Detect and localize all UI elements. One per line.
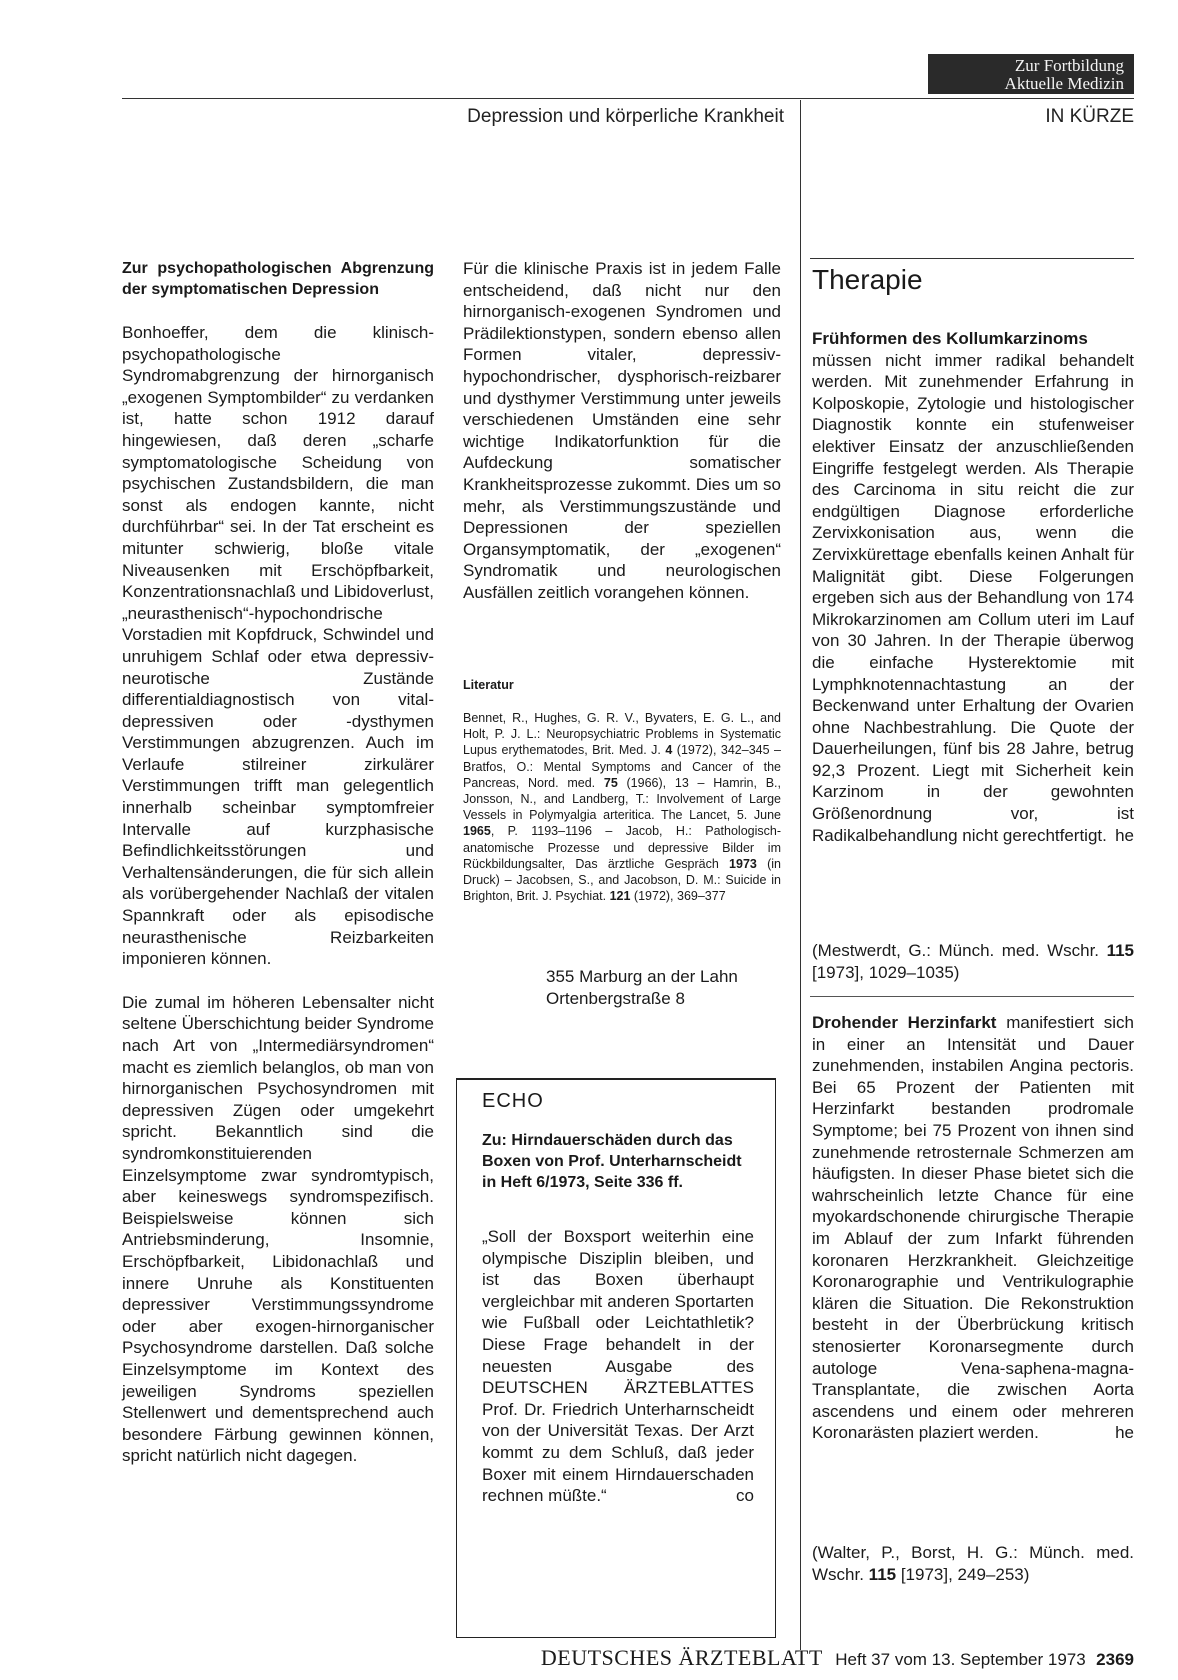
literature-segment: Bennet, R., Hughes, G. R. V., Byvaters, E. G. L., and Holt, P. J. L.: Neuropsychiatric Problems in Systematic Lupus erythematodes, Brit. Med. J. <box>463 711 781 758</box>
article-paragraph-3: Für die klinische Praxis ist in jedem Falle entscheidend, daß nicht nur den hirnorganisch-exogenen Syndromen und Prädilektionstypen, sondern ebenso allen Formen vitaler, depressiv-hypochondrischer, dysphorisch-reizbarer und dysthymer Verstimmung unter jeweils verschiedenen Umständen eine sehr wichtige Indikatorfunktion für die Aufdeckung somatischer Krankheitsprozesse zukommt. Dies um so mehr, als Verstimmungszustände und Depressionen der speziellen Organsymptomatik, der „exogenen“ Syndromatik und neurologischen Ausfällen zeitlich vorangehen können. <box>463 259 781 602</box>
therapie-item-1-body: müssen nicht immer radikal behandelt werden. Mit zunehmender Erfahrung in Kolposkopie, Zytologie und histologischer Diagnostik konnte ein stufenweiser elektiver Einsatz der anzuschließenden Eingriffe festgelegt werden. Als Therapie des Carcinoma in situ reicht die zur endgültigen Diagnose erforderliche Zervixkonisation aus, wenn die Zervixkürettage ebenfalls keinen Anhalt für Malignität gibt. Diese Folgerungen ergeben sich aus der Behandlung von 174 Mikrokarzinomen am Collum uteri im Lauf von 30 Jahren. In der Therapie überwog die einfache Hysterektomie mit Lymphknotennachtastung an der Beckenwand unter Erhaltung der Ovarien ohne Nachbestrahlung. Die Quote der Dauerheilungen, fünf bis 28 Jahre, betrug 92,3 Prozent. Liegt mit Sicherheit kein Karzinom in der gewohnten Größenordnung vor, ist Radikalbehandlung nicht gerechtfertigt. <box>812 350 1134 845</box>
journal-name: DEUTSCHES ÄRZTEBLATT <box>540 1645 823 1670</box>
running-head: Depression und körperliche Krankheit <box>467 106 784 127</box>
literature-segment: 121 <box>609 889 631 904</box>
therapie-item-2-reference <box>812 1542 1134 1585</box>
echo-title: ECHO <box>482 1090 544 1112</box>
echo-signature: co <box>736 1486 754 1506</box>
therapie-item-2-signature: he <box>1115 1423 1134 1443</box>
item-divider <box>810 996 1134 997</box>
literature-segment: (1972), 369–377 <box>630 889 726 904</box>
badge-line-2: Aktuelle Medizin <box>1004 74 1124 93</box>
literature-segment: 1973 <box>729 856 757 871</box>
therapie-rule <box>810 258 1134 259</box>
literature-list <box>463 710 781 904</box>
therapie-item-2-body: manifestiert sich in einer an Intensität und Dauer zunehmenden, instabilen Angina pectoris. Bei 65 Prozent der Patienten mit Herzinfarkt bestanden prodromale Symptome; bei 75 Prozent von ihnen sind zunehmende retrosternale Schmerzen am häufigsten. In dieser Phase bietet sich die wahrscheinlich letzte Chance für eine myokardschonende chirurgische Therapie im Ablauf der zum Infarkt führenden koronaren Herzkrankheit. Gleichzeitige Koronarographie und Ventrikulographie klären die Situation. Die Rekonstruktion besteht in der Überbrückung kritisch stenosierter Koronarsegmente durch autologe Vena-saphena-magna-Transplantate, die zwischen Aorta ascendens und einem oder mehreren Koronarästen plaziert werden. <box>812 1013 1134 1443</box>
page-number: 2369 <box>1096 1650 1134 1669</box>
literature-segment: (in Druck) – Jacobsen, S., and Jacobson, D. M.: Suicide in Brighton, Brit. J. Psychiat. <box>463 856 781 904</box>
echo-body <box>482 1226 754 1507</box>
therapie-item-1 <box>812 328 1134 846</box>
address-line-2: Ortenbergstraße 8 <box>546 989 685 1008</box>
article-column-2 <box>463 258 781 604</box>
literature-segment: 4 <box>665 743 673 758</box>
page-footer <box>446 1645 1134 1671</box>
article-column-1 <box>122 258 434 1467</box>
reference-pages: [1973], 249–253) <box>896 1564 1030 1584</box>
section-head: IN KÜRZE <box>1045 106 1134 127</box>
reference-pages: [1973], 1029–1035) <box>812 962 960 982</box>
therapie-item-2 <box>812 1012 1134 1444</box>
therapie-title: Therapie <box>812 264 923 295</box>
literature-segment: (1972), 342–345 – Bratfos, O.: Mental Symptoms and Cancer of the Pancreas, Nord. med. <box>463 743 781 790</box>
section-badge <box>928 54 1134 94</box>
author-address <box>546 966 796 1010</box>
address-line-1: 355 Marburg an der Lahn <box>546 967 738 986</box>
reference-volume: 115 <box>868 1564 897 1584</box>
literature-heading: Literatur <box>463 678 514 692</box>
reference-text: (Walter, P., Borst, H. G.: Münch. med. Wschr. <box>812 1543 1134 1584</box>
badge-line-1: Zur Fortbildung <box>1014 56 1124 75</box>
literature-segment: 1965 <box>463 824 491 839</box>
header-rule <box>122 98 1134 99</box>
article-paragraph-1: Bonhoeffer, dem die klinisch-psychopathologische Syndromabgrenzung der hirnorganisch „exogenen Symptombilder“ zu verdanken ist, hatte schon 1912 darauf hingewiesen, daß deren „scharfe symptomatologische Scheidung von psychischen Zustandsbildern, die man sonst als endogen kannte, nicht durchführbar“ sei. In der Tat erscheint es mitunter schwierig, bloße vitale Niveausenken mit Erschöpfbarkeit, Konzentrationsnachlaß und Libidoverlust, „neurasthenisch“-hypochondrische Vorstadien mit Kopfdruck, Schwindel und unruhigem Schlaf oder etwa depressiv-neurotische Zustände differentialdiagnostisch von vital-depressiven oder -dysthymen Verstimmungen abzugrenzen. Auch im Verlaufe stilreiner zirkulärer Verstimmungen trifft man gelegentlich innerhalb scheinbar symptomfreier Intervalle auf kurzphasische Befindlichkeitsstörungen und Verhaltensänderungen, die für sich allein als vorübergehender Nachlaß der vitalen Spannkraft oder als episodische neurasthenische Reizbarkeiten imponieren können. <box>122 323 434 969</box>
column-divider <box>800 100 801 1650</box>
echo-text: „Soll der Boxsport weiterhin eine olympische Disziplin bleiben, und ist das Boxen überhaupt vergleichbar mit anderen Sportarten wie Fußball oder Leichtathletik? Diese Frage behandelt in der neuesten Ausgabe des DEUTSCHEN ÄRZTEBLATTES Prof. Dr. Friedrich Unterharnscheidt von der Universität Texas. Der Arzt kommt zu dem Schluß, daß jeder Boxer mit einem Hirndauerschaden rechnen müßte.“ <box>482 1227 754 1506</box>
echo-heading: Zu: Hirndauerschäden durch das Boxen von Prof. Unterharnscheidt in Heft 6/1973, Seite 336 ff. <box>482 1132 742 1191</box>
therapie-item-1-signature: he <box>1115 825 1134 845</box>
article-heading: Zur psychopathologischen Abgrenzung der symptomatischen Depression <box>122 260 434 298</box>
literature-segment: , P. 1193–1196 – Jacob, H.: Pathologisch-anatomische Prozesse und depressive Bilder im Rückbildungsalter, Das ärztliche Gespräch <box>463 824 781 871</box>
literature-segment: (1966), 13 – Hamrin, B., Jonsson, N., and Landberg, T.: Involvement of Large Vessels in Polymyalgia arteritica. The Lancet, 5. June <box>463 775 781 823</box>
article-paragraph-2: Die zumal im höheren Lebensalter nicht seltene Überschichtung beider Syndrome nach Art von „Intermediärsyndromen“ macht es ziemlich belanglos, ob man von hirnorganischen Psychosyndromen mit depressiven Zügen oder umgekehrt spricht. Bekanntlich sind die syndromkonstituierenden Einzelsymptome zwar syndromtypisch, aber keineswegs syndromspezifisch. Beispielsweise können sich Antriebsminderung, Insomnie, Erschöpfbarkeit, Libidonachlaß und innere Unruhe als Konstituenten depressiver Verstimmungssyndrome oder aber exogen-hirnorganischer Psychosyndrome darstellen. Daß solche Einzelsymptome im Kontext des jeweiligen Syndroms speziellen Stellenwert und dementsprechend auch besondere Färbung gewinnen können, spricht natürlich nicht dagegen. <box>122 992 434 1466</box>
reference-text: (Mestwerdt, G.: Münch. med. Wschr. <box>812 941 1107 960</box>
issue-info: Heft 37 vom 13. September 1973 <box>835 1650 1086 1669</box>
reference-volume: 115 <box>1106 941 1134 960</box>
literature-segment: 75 <box>603 775 618 790</box>
therapie-item-1-reference <box>812 940 1134 983</box>
therapie-item-1-heading: Frühformen des Kollumkarzinoms <box>812 329 1088 348</box>
therapie-item-2-heading: Drohender Herzinfarkt <box>812 1013 997 1032</box>
